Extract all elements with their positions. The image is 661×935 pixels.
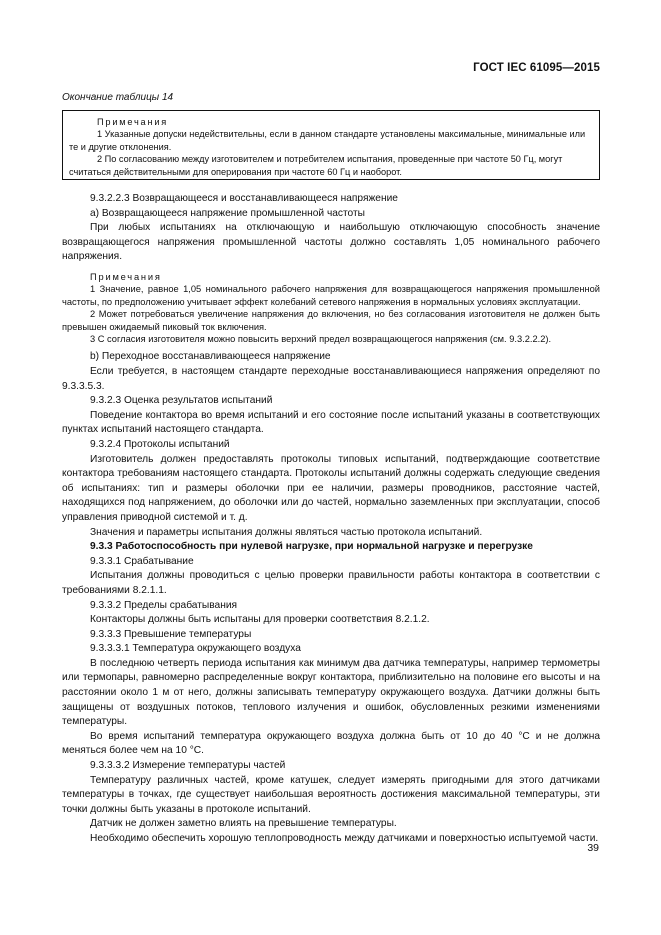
table-caption: Окончание таблицы 14	[62, 92, 174, 103]
document-body	[62, 192, 600, 847]
body-paragraph: 1 Значение, равное 1,05 номинального рабочего напряжения для возвращающегося напряжения промышленной частоты, по предположению учитывает эффект колебаний сетевого напряжения в нормальных условиях эксплуатации.	[62, 284, 600, 307]
body-paragraph: 2 Может потребоваться увеличение напряжения до включения, но без согласования изготовителя не должен быть превышен ожидаемый пиковый ток включения.	[62, 309, 600, 332]
body-paragraph: 9.3.3.1 Срабатывание	[90, 555, 194, 567]
body-paragraph: Если требуется, в настоящем стандарте переходные восстанавливающиеся напряжения определяют по 9.3.3.5.3.	[62, 366, 600, 392]
table-notes-box	[62, 110, 600, 180]
body-paragraph: Необходимо обеспечить хорошую теплопроводность между датчиками и поверхностью испытуемой части.	[90, 833, 599, 844]
body-paragraph: В последнюю четверть периода испытания как минимум два датчика температуры, например термометры или термопары, равномерно распределенные вокруг контактора, приблизительно на половине его высоты и на расстоянии около 1 м от него, должны записывать температуру окружающего воздуха. Датчики должны быть защищены от воздушных потоков, теплового излучения и ошибок, обусловленных резкими изменениями температуры.	[62, 657, 600, 728]
body-paragraph: 9.3.3.2 Пределы срабатывания	[90, 599, 238, 611]
body-paragraph: 9.3.3.3.1 Температура окружающего воздуха	[90, 643, 301, 655]
body-paragraph: 9.3.2.4 Протоколы испытаний	[90, 438, 230, 450]
table-note-1: 1 Указанные допуски недействительны, если в данном стандарте установлены максимальные, минимальные или те и другие отклонения.	[69, 129, 586, 152]
table-note-2: 2 По согласованию между изготовителем и потребителем испытания, проведенные при частоте 50 Гц, могут считаться действительными для оперирования при частоте 60 Гц и наоборот.	[69, 154, 563, 177]
body-paragraph: Примечания	[90, 271, 162, 282]
body-paragraph: 9.3.2.3 Оценка результатов испытаний	[90, 395, 273, 407]
body-paragraph: Температуру различных частей, кроме катушек, следует измерять пригодными для этого датчиками температуры в точках, где существует наибольшая вероятность достижения максимальной температуры, эти точки должны быть указаны в протоколе испытаний.	[62, 774, 600, 815]
body-paragraph: Значения и параметры испытания должны являться частью протокола испытаний.	[90, 526, 483, 538]
body-paragraph: 9.3.3 Работоспособность при нулевой нагрузке, при нормальной нагрузке и перегрузке	[90, 541, 533, 553]
body-paragraph: 9.3.2.2.3 Возвращающееся и восстанавливающееся напряжение	[90, 193, 398, 204]
body-paragraph: 9.3.3.3 Превышение температуры	[90, 628, 252, 640]
document-standard-header: ГОСТ IEC 61095—2015	[473, 62, 600, 74]
page-number: 39	[587, 842, 599, 854]
body-paragraph: При любых испытаниях на отключающую и наибольшую отключающую способность значение возвращающегося напряжения промышленной частоты должно составлять 1,05 номинального рабочего напряжения.	[62, 222, 600, 263]
body-paragraph: Контакторы должны быть испытаны для проверки соответствия 8.2.1.2.	[90, 614, 430, 626]
body-paragraph: Изготовитель должен предоставлять протоколы типовых испытаний, подтверждающие соответствие контактора требованиям настоящего стандарта. Протоколы испытаний должны содержать следующие сведения об испытаниях: тип и размеры оболочки при ее наличии, размеры проводников, расстояние частей, находящихся под напряжением, до оболочки или до частей, нормально заземленных при эксплуатации, способ управления приводной системой и т. д.	[62, 453, 600, 523]
body-paragraph: b) Переходное восстанавливающееся напряжение	[90, 351, 331, 363]
body-paragraph: Поведение контактора во время испытаний и его состояние после испытаний указаны в соответствующих пунктах испытаний настоящего стандарта.	[62, 409, 600, 436]
body-paragraph: Датчик не должен заметно влиять на превышение температуры.	[90, 818, 397, 830]
body-paragraph: Испытания должны проводиться с целью проверки правильности работы контактора в соответствии с требованиями 8.2.1.1.	[62, 570, 600, 596]
body-paragraph: Во время испытаний температура окружающего воздуха должна быть от 10 до 40 °С и не должна меняться более чем на 10 °С.	[62, 730, 600, 757]
table-notes-title: Примечания	[97, 117, 169, 127]
body-paragraph: 9.3.3.3.2 Измерение температуры частей	[90, 760, 286, 772]
body-paragraph: 3 С согласия изготовителя можно повысить верхний предел возвращающегося напряжения (см. 9.3.2.2.2).	[90, 334, 552, 344]
body-paragraph: а) Возвращающееся напряжение промышленной частоты	[90, 207, 365, 219]
